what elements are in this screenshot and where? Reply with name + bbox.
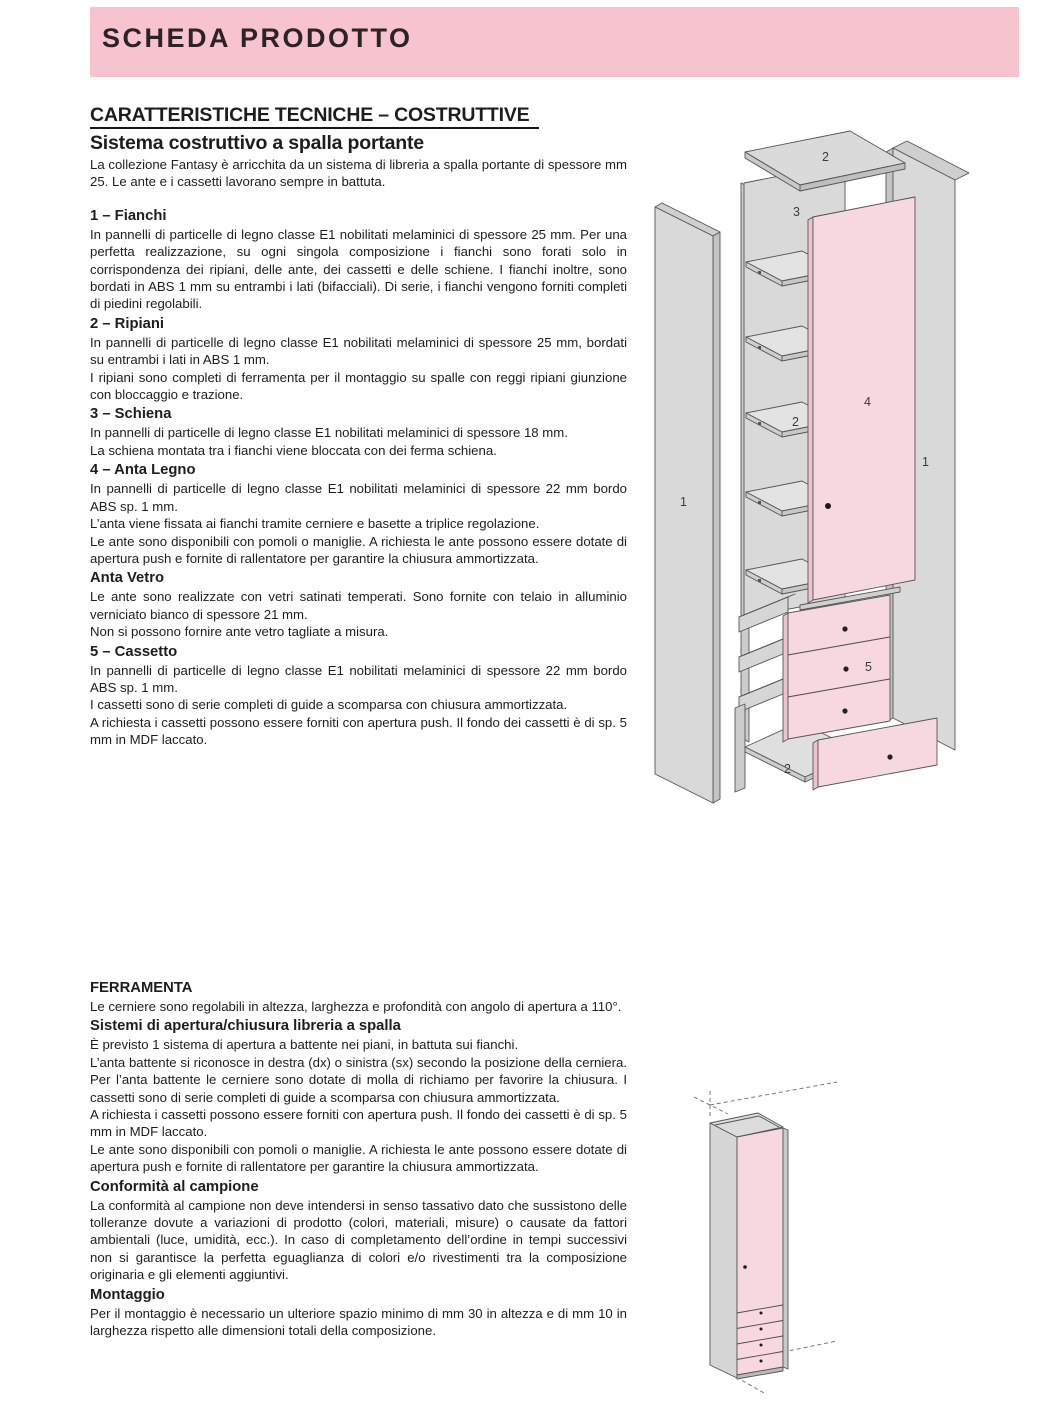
drawer-knob — [887, 754, 892, 759]
label-drawer: 5 — [865, 660, 872, 674]
drawer-knob — [760, 1312, 763, 1315]
section-fianchi — [90, 208, 627, 313]
label-right-side-panel: 1 — [922, 455, 929, 469]
drawer-knob — [842, 626, 847, 631]
section-paragraph: L’anta viene fissata ai fianchi tramite cerniere e basette a triplice regolazione. — [90, 516, 540, 532]
banner — [90, 7, 1019, 77]
section-ferramenta — [90, 980, 627, 1015]
section-title: 3 – Schiena — [90, 406, 172, 423]
section-paragraph: Le cerniere sono regolabili in altezza, larghezza e profondità con angolo di apertura a 110°. — [90, 999, 622, 1014]
section-schiena — [90, 406, 627, 459]
drawer-knob — [760, 1360, 763, 1363]
section-paragraph: In pannelli di particelle di legno classe E1 nobilitati melaminici di spessore 25 mm, bordati su entrambi i lati in ABS 1 mm. — [90, 334, 627, 368]
section-title: 1 – Fianchi — [90, 207, 167, 224]
cabinet-door — [737, 1128, 783, 1313]
section-paragraph: In pannelli di particelle di legno classe E1 nobilitati melaminici di spessore 25 mm. Per una perfetta realizzazione, su ogni singola composizione i fianchi sono forati solo in corrispondenza dei ripiani, delle ante, dei cassetti e delle schiene. I fianchi inoltre, sono bordati in ABS 1 mm su entrambi i lati (bifacciali). Di serie, i fianchi vengono forniti completi di piedini regolabili. — [90, 226, 627, 312]
label-left-side-panel: 1 — [680, 495, 687, 509]
label-shelf: 2 — [792, 415, 799, 429]
intro-paragraph: La collezione Fantasy è arricchita da un sistema di libreria a spalla portante di spessore mm 25. Le ante e i cassetti lavorano sempre in battuta. — [90, 157, 627, 190]
drawer-knob — [760, 1344, 763, 1347]
section-paragraph: I ripiani sono completi di ferramenta per il montaggio su spalle con reggi ripiani giunzione con bloccaggio e trazione. — [90, 369, 627, 403]
drawer-knob — [842, 708, 847, 713]
label-top-panel: 2 — [822, 150, 829, 164]
section-title: Conformità al campione — [90, 1178, 259, 1195]
section-title: 4 – Anta Legno — [90, 462, 196, 479]
section-paragraph: In pannelli di particelle di legno classe E1 nobilitati melaminici di spessore 22 mm bordo ABS sp. 1 mm. — [90, 662, 627, 695]
cabinet-side-panel — [710, 1123, 737, 1378]
section-paragraph: Per il montaggio è necessario un ulteriore spazio minimo di mm 30 in altezza e di mm 10 in larghezza rispetto alle dimensioni totali della composizione. — [90, 1305, 627, 1339]
exploded-diagram — [630, 120, 1050, 820]
drawer-knob — [843, 666, 848, 671]
label-door: 4 — [864, 395, 871, 409]
section-title: Anta Vetro — [90, 570, 164, 587]
section-title: FERRAMENTA — [90, 980, 193, 996]
construction-column — [90, 104, 627, 749]
section-sistemi-apertura — [90, 1018, 627, 1175]
section-paragraph: Non si possono fornire ante vetro tagliate a misura. — [90, 624, 389, 640]
section-anta-legno — [90, 462, 627, 567]
section-paragraph: Le ante sono disponibili con pomoli o maniglie. A richiesta le ante possono essere dotate di apertura push e fornite di rallentatore per garantire la chiusura ammortizzata. — [90, 533, 627, 566]
left-side-panel — [655, 203, 720, 803]
section-paragraph: In pannelli di particelle di legno classe E1 nobilitati melaminici di spessore 18 mm. — [90, 425, 568, 441]
section-anta-vetro — [90, 570, 627, 640]
page-title: SCHEDA PRODOTTO — [102, 23, 413, 53]
section-paragraph: A richiesta i cassetti possono essere forniti con apertura push. Il fondo dei cassetti è di sp. 5 mm in MDF laccato. — [90, 1107, 627, 1140]
cabinet-right-edge — [783, 1128, 788, 1369]
section-ripiani — [90, 316, 627, 404]
hardware-column — [90, 977, 627, 1340]
main-heading: CARATTERISTICHE TECNICHE – COSTRUTTIVE — [90, 104, 539, 129]
section-title: 2 – Ripiani — [90, 315, 165, 332]
section-paragraph: L’anta battente si riconosce in destra (dx) o sinistra (sx) secondo la posizione della cerniera. Per l’anta battente le cerniere sono dotate di molla di richiamo per favorire la chiusura. I cassetti sono di serie completi di guide a scomparsa con chiusura ammortizzata. — [90, 1054, 627, 1105]
door-knob — [825, 503, 831, 509]
section-title: Sistemi di apertura/chiusura libreria a spalla — [90, 1018, 401, 1035]
assembled-diagram — [640, 1060, 940, 1406]
section-paragraph: Le ante sono disponibili con pomoli o maniglie. A richiesta le ante possono essere dotate di apertura push e fornite di rallentatore per garantire la chiusura ammortizzata. — [90, 1141, 627, 1175]
section-paragraph: Le ante sono realizzate con vetri satinati temperati. Sono fornite con telaio in alluminio verniciato bianco di spessore 21 mm. — [90, 589, 627, 622]
section-paragraph: I cassetti sono di serie completi di guide a scomparsa con chiusura ammortizzata. — [90, 697, 568, 713]
section-title: 5 – Cassetto — [90, 643, 178, 660]
section-paragraph: È previsto 1 sistema di apertura a battente nei piani, in battuta sui fianchi. — [90, 1037, 519, 1053]
section-cassetto — [90, 644, 627, 749]
section-montaggio — [90, 1287, 627, 1340]
door-knob — [743, 1265, 747, 1269]
section-paragraph: A richiesta i cassetti possono essere forniti con apertura push. Il fondo dei cassetti è di sp. 5 mm in MDF laccato. — [90, 714, 627, 748]
section-paragraph: La conformità al campione non deve intendersi in senso tassativo dato che sussistono delle tolleranze dovute a variazioni di prodotto (colori, materiali, misure) o causate da fattori ambientali (luce, umidità, ecc.). In caso di completamento dell’ordine in tempi successivi non si garantisce la perfetta eguaglianza di colori e/o rivestimenti tra la composizione originaria e gli elementi aggiuntivi. — [90, 1197, 627, 1283]
label-bottom-shelf: 2 — [784, 762, 791, 776]
drawer-fronts — [783, 595, 890, 742]
label-back-panel: 3 — [793, 205, 800, 219]
section-title: Montaggio — [90, 1286, 165, 1303]
assembled-cabinet — [710, 1113, 788, 1379]
section-conformita — [90, 1179, 627, 1284]
section-paragraph: In pannelli di particelle di legno classe E1 nobilitati melaminici di spessore 22 mm bordo ABS sp. 1 mm. — [90, 481, 627, 514]
sub-heading: Sistema costruttivo a spalla portante — [90, 132, 424, 154]
door-panel — [808, 197, 915, 603]
section-paragraph: La schiena montata tra i fianchi viene bloccata con dei ferma schiena. — [90, 442, 497, 458]
drawer-knob — [760, 1328, 763, 1331]
